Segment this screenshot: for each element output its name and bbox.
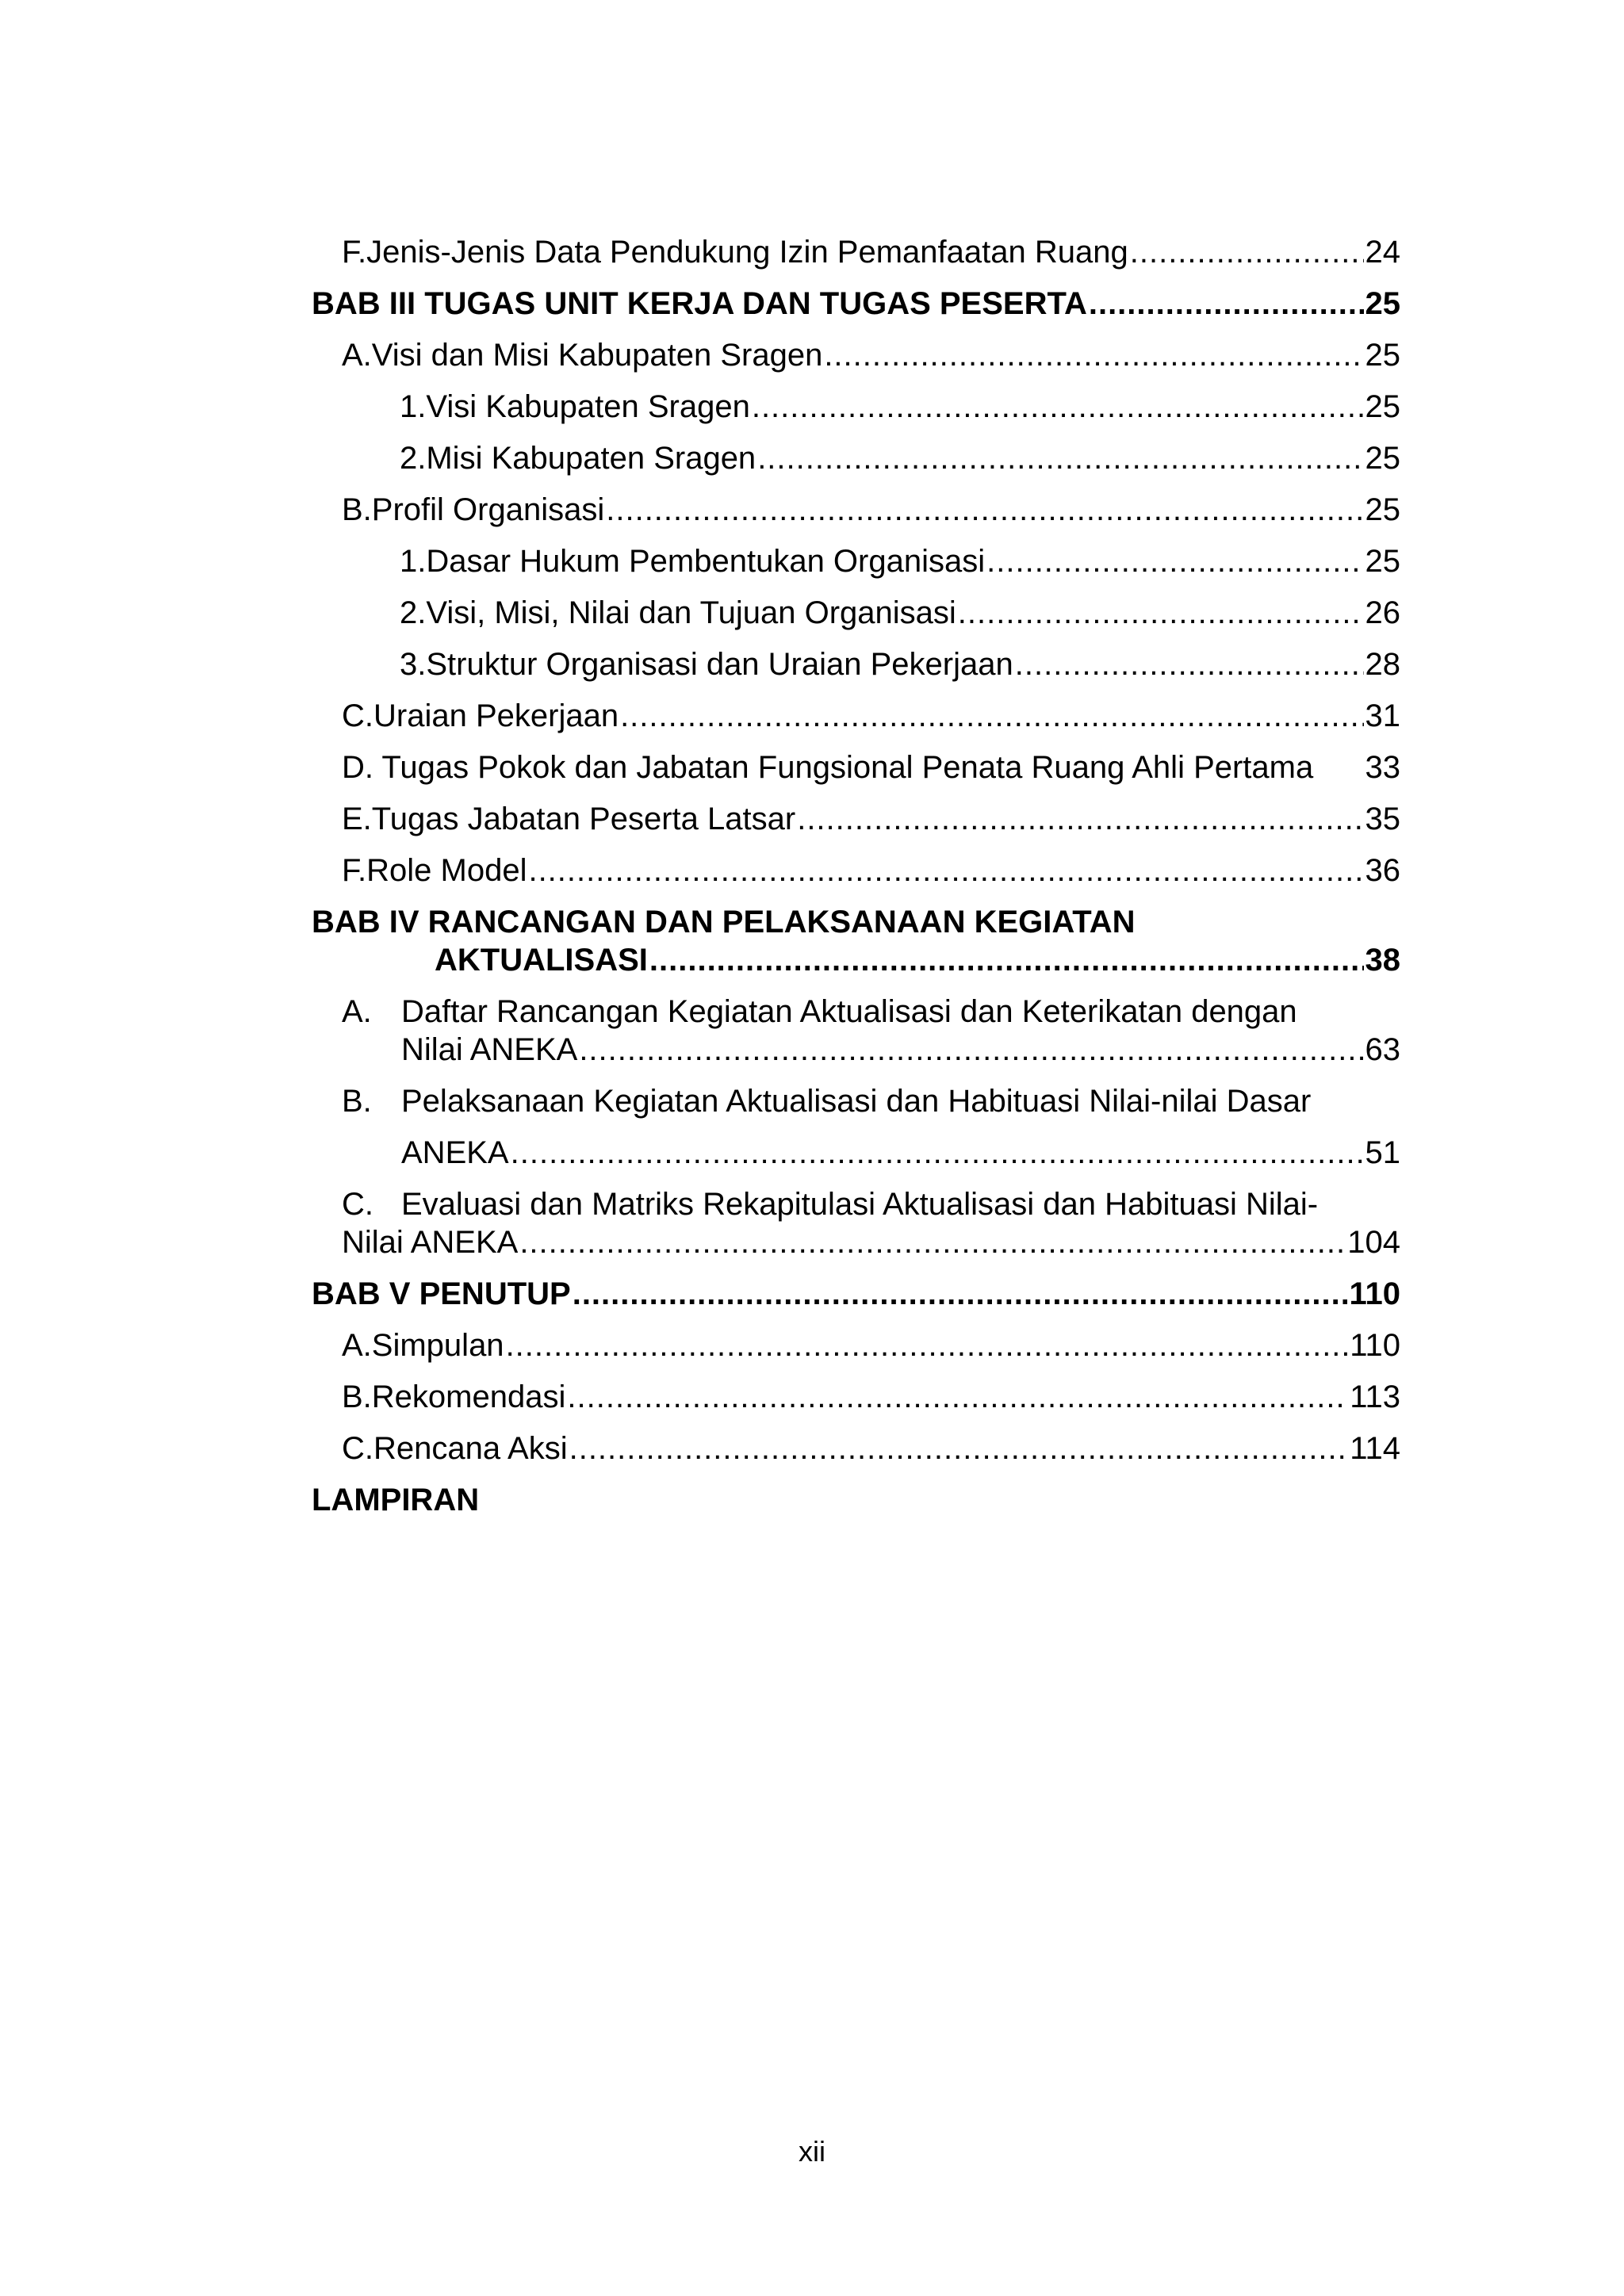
- toc-entry[interactable]: [312, 800, 1400, 838]
- toc-subentry[interactable]: [312, 645, 1400, 683]
- toc-leader: [606, 491, 1363, 529]
- toc-title-line1: Pelaksanaan Kegiatan Aktualisasi dan Habituasi Nilai-nilai Dasar: [401, 1084, 1312, 1119]
- toc-title: Rekomendasi: [371, 1380, 566, 1414]
- toc-chapter-title: LAMPIRAN: [312, 1483, 480, 1517]
- toc-chapter-title: BAB III TUGAS UNIT KERJA DAN TUGAS PESERTA: [312, 286, 1087, 321]
- toc-leader: [528, 851, 1363, 890]
- toc-leader: [1130, 233, 1364, 271]
- toc-page: 114: [1350, 1431, 1400, 1466]
- toc-leader: [573, 1275, 1348, 1313]
- toc-title-line2: ANEKA: [401, 1135, 509, 1170]
- toc-title: Simpulan: [371, 1328, 504, 1363]
- toc-marker: B.: [342, 492, 372, 527]
- toc-marker: 2.: [400, 441, 427, 476]
- toc-marker: B.: [342, 1084, 372, 1119]
- toc-leader: [519, 1223, 1346, 1261]
- toc-page: 35: [1365, 802, 1400, 836]
- toc-leader: [567, 1378, 1348, 1416]
- page-number: xii: [799, 2135, 825, 2168]
- toc-entry[interactable]: [312, 336, 1400, 374]
- toc-marker: A.: [342, 994, 372, 1029]
- toc-chapter-title: BAB V PENUTUP: [312, 1276, 571, 1311]
- toc-marker: 2.: [400, 595, 427, 630]
- toc-marker: E.: [342, 802, 372, 836]
- toc-page: 110: [1349, 1276, 1400, 1311]
- toc-title: Struktur Organisasi dan Uraian Pekerjaan: [426, 647, 1013, 682]
- toc-chapter-entry[interactable]: [312, 1275, 1400, 1313]
- toc-marker: C.: [342, 1431, 373, 1466]
- toc-leader: [958, 594, 1364, 632]
- toc-page: 31: [1365, 698, 1400, 733]
- toc-entry[interactable]: [312, 993, 1400, 1069]
- toc-entry[interactable]: [312, 748, 1400, 786]
- toc-title: Tugas Jabatan Peserta Latsar: [371, 802, 796, 836]
- toc-page: 110: [1350, 1328, 1400, 1363]
- toc-title: Visi, Misi, Nilai dan Tujuan Organisasi: [426, 595, 956, 630]
- toc-title: Rencana Aksi: [373, 1431, 568, 1466]
- toc-entry[interactable]: [312, 1378, 1400, 1416]
- toc-page: 113: [1350, 1380, 1400, 1414]
- toc-marker: F.: [342, 235, 367, 270]
- toc-title: D. Tugas Pokok dan Jabatan Fungsional Penata Ruang Ahli Pertama: [342, 750, 1314, 785]
- toc-title: Misi Kabupaten Sragen: [426, 441, 756, 476]
- toc-leader: [569, 1429, 1349, 1468]
- toc-subentry[interactable]: [312, 594, 1400, 632]
- toc-entry[interactable]: [312, 1326, 1400, 1364]
- toc-marker: 1.: [400, 544, 427, 579]
- toc-leader: [506, 1326, 1349, 1364]
- toc-entry[interactable]: [312, 491, 1400, 529]
- toc-chapter-entry[interactable]: [312, 285, 1400, 323]
- toc-title: Visi dan Misi Kabupaten Sragen: [371, 338, 823, 373]
- toc-page: 28: [1365, 647, 1400, 682]
- toc-page: 25: [1365, 492, 1400, 527]
- toc-chapter-entry[interactable]: [312, 1481, 1400, 1519]
- toc-leader: [620, 697, 1363, 735]
- toc-subentry[interactable]: [312, 542, 1400, 580]
- toc-leader: [986, 542, 1363, 580]
- toc-page: 51: [1365, 1135, 1400, 1170]
- toc-subentry[interactable]: [312, 388, 1400, 426]
- toc-page: 25: [1365, 286, 1400, 321]
- toc-marker: F.: [342, 853, 367, 888]
- toc-marker: B.: [342, 1380, 372, 1414]
- toc-page: 25: [1365, 338, 1400, 373]
- toc-page: 63: [1365, 1032, 1400, 1067]
- toc-title-line1: Daftar Rancangan Kegiatan Aktualisasi dan Keterikatan dengan: [401, 994, 1297, 1029]
- toc-chapter-entry[interactable]: [312, 903, 1400, 979]
- toc-chapter-title-line1: BAB IV RANCANGAN DAN PELAKSANAAN KEGIATAN: [312, 905, 1136, 939]
- toc-title: Dasar Hukum Pembentukan Organisasi: [426, 544, 986, 579]
- toc-title-line1: Evaluasi dan Matriks Rekapitulasi Aktualisasi dan Habituasi Nilai-: [401, 1187, 1319, 1222]
- toc-entry[interactable]: [312, 1082, 1400, 1172]
- toc-page: 25: [1365, 544, 1400, 579]
- toc-entry[interactable]: [312, 697, 1400, 735]
- toc-marker: C.: [342, 1187, 373, 1222]
- toc-title-line2: Nilai ANEKA: [401, 1032, 578, 1067]
- toc-leader: [824, 336, 1363, 374]
- toc-marker: 1.: [400, 389, 427, 424]
- toc-leader: [797, 800, 1363, 838]
- toc-leader: [579, 1031, 1363, 1069]
- toc-leader: [752, 388, 1364, 426]
- toc-page: 36: [1365, 853, 1400, 888]
- toc-leader: [1015, 645, 1364, 683]
- toc-leader: [757, 439, 1363, 477]
- toc-chapter-title-line2: AKTUALISASI: [435, 943, 648, 978]
- toc-page: 25: [1365, 441, 1400, 476]
- toc-marker: 3.: [400, 647, 427, 682]
- toc-subentry[interactable]: [312, 439, 1400, 477]
- toc-title: Role Model: [366, 853, 527, 888]
- toc-marker: A.: [342, 338, 372, 373]
- toc-title: Uraian Pekerjaan: [373, 698, 619, 733]
- toc-title: Profil Organisasi: [371, 492, 605, 527]
- toc-leader: [511, 1134, 1364, 1172]
- toc-entry[interactable]: [312, 1429, 1400, 1468]
- toc-page: 38: [1365, 943, 1400, 978]
- toc-page: 33: [1365, 750, 1400, 785]
- toc-marker: A.: [342, 1328, 372, 1363]
- toc-leader: [649, 941, 1364, 979]
- toc-leader: [1089, 285, 1364, 323]
- toc-page: 25: [1365, 389, 1400, 424]
- toc-entry[interactable]: [312, 1185, 1400, 1261]
- toc-title-line2: Nilai ANEKA: [342, 1225, 519, 1260]
- toc-entry[interactable]: [312, 233, 1400, 271]
- toc-title: Visi Kabupaten Sragen: [426, 389, 750, 424]
- toc-entry[interactable]: [312, 851, 1400, 890]
- toc-page: 24: [1365, 235, 1400, 270]
- toc-title: Jenis-Jenis Data Pendukung Izin Pemanfaatan Ruang: [366, 235, 1128, 270]
- toc-page: 26: [1365, 595, 1400, 630]
- toc-marker: C.: [342, 698, 373, 733]
- toc-page: 104: [1347, 1225, 1400, 1260]
